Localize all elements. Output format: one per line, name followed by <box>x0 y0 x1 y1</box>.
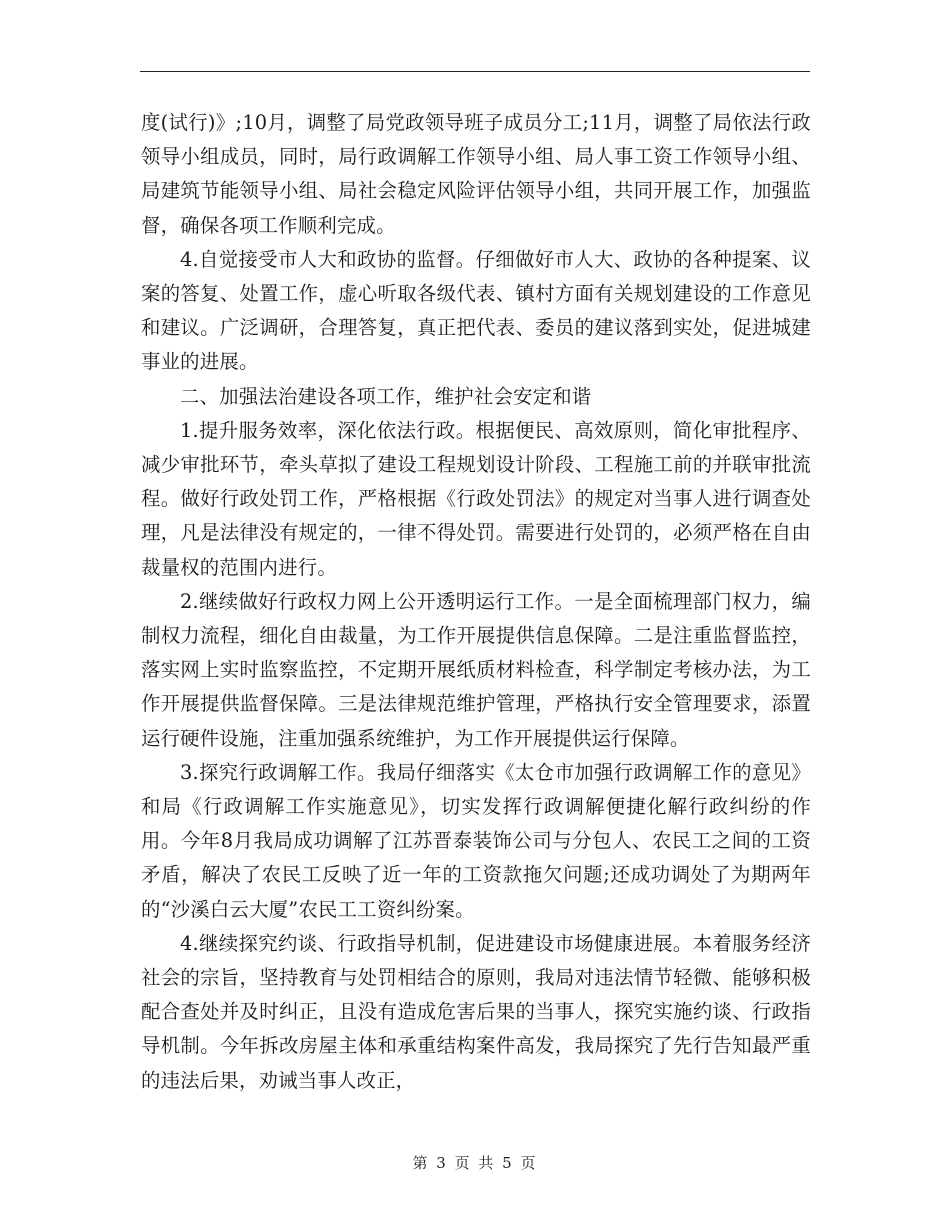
document-body <box>141 106 811 1098</box>
paragraph-6: 4.继续探究约谈、行政指导机制，促进建设市场健康进展。本着服务经济社会的宗旨，坚持教育与处罚相结合的原则，我局对违法情节轻微、能够积极配合查处并及时纠正，且没有造成危害后果的当事人，探究实施约谈、行政指导机制。今年拆改房屋主体和承重结构案件高发，我局探究了先行告知最严重的违法后果，劝诫当事人改正， <box>141 931 811 1092</box>
paragraph-5: 3.探究行政调解工作。我局仔细落实《太仓市加强行政调解工作的意见》和局《行政调解工作实施意见》，切实发挥行政调解便捷化解行政纠纷的作用。今年8月我局成功调解了江苏晋泰装饰公司与分包人、农民工之间的工资矛盾，解决了农民工反映了近一年的工资款拖欠问题;还成功调处了为期两年的“沙溪白云大厦”农民工工资纠纷案。 <box>141 760 811 921</box>
page-number: 第 3 页 共 5 页 <box>412 1154 538 1172</box>
section-heading: 二、加强法治建设各项工作，维护社会安定和谐 <box>180 384 592 408</box>
paragraph-1: 度(试行)》;10月，调整了局党政领导班子成员分工;11月，调整了局依法行政领导小组成员，同时，局行政调解工作领导小组、局人事工资工作领导小组、局建筑节能领导小组、局社会稳定风险评估领导小组，共同开展工作，加强监督，确保各项工作顺利完成。 <box>141 111 811 237</box>
header-rule <box>140 71 810 72</box>
paragraph-3: 1.提升服务效率，深化依法行政。根据便民、高效原则，简化审批程序、减少审批环节，牵头草拟了建设工程规划设计阶段、工程施工前的并联审批流程。做好行政处罚工作，严格根据《行政处罚法》的规定对当事人进行调查处理，凡是法律没有规定的，一律不得处罚。需要进行处罚的，必须严格在自由裁量权的范围内进行。 <box>141 418 811 579</box>
paragraph-4: 2.继续做好行政权力网上公开透明运行工作。一是全面梳理部门权力，编制权力流程，细化自由裁量，为工作开展提供信息保障。二是注重监督监控，落实网上实时监察监控，不定期开展纸质材料检查，科学制定考核办法，为工作开展提供监督保障。三是法律规范维护管理，严格执行安全管理要求，添置运行硬件设施，注重加强系统维护，为工作开展提供运行保障。 <box>141 589 811 750</box>
paragraph-2: 4.自觉接受市人大和政协的监督。仔细做好市人大、政协的各种提案、议案的答复、处置工作，虚心听取各级代表、镇村方面有关规划建设的工作意见和建议。广泛调研，合理答复，真正把代表、委员的建议落到实处，促进城建事业的进展。 <box>141 247 811 374</box>
